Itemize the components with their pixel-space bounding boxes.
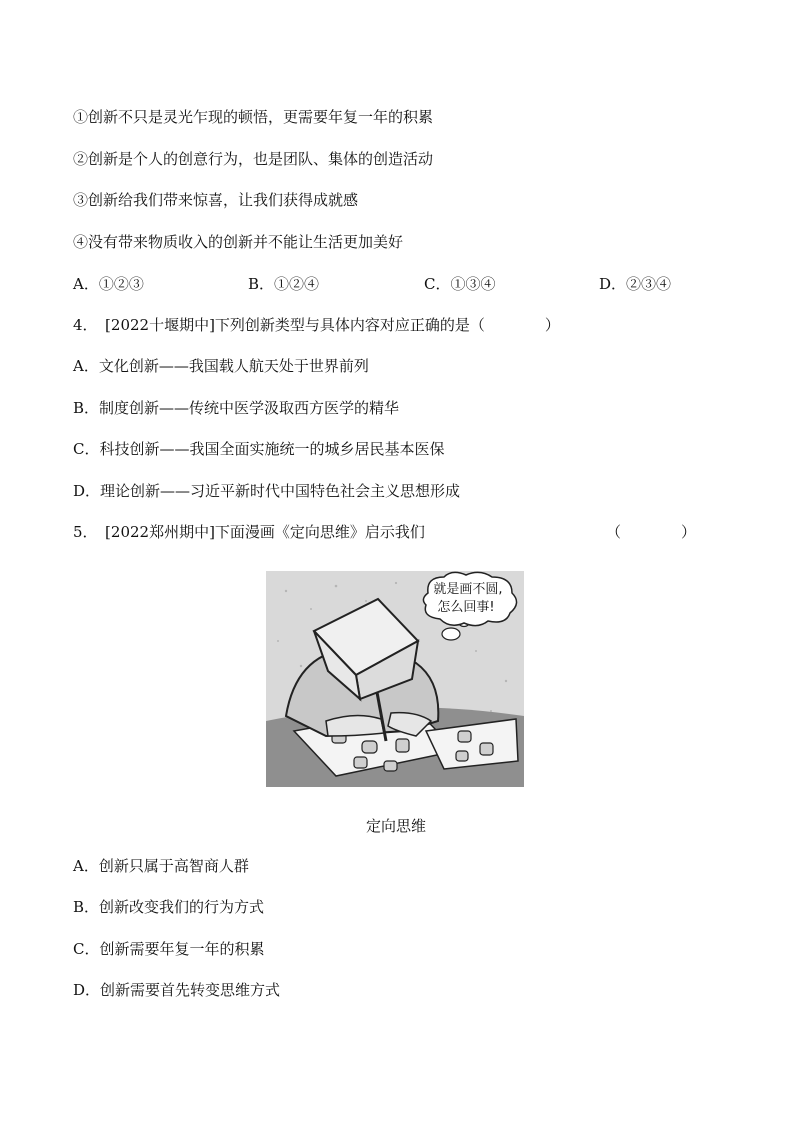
q3-option-b[interactable]: B．①②④	[248, 275, 320, 293]
q3-option-d[interactable]: D．②③④	[599, 275, 672, 293]
q3-option-a[interactable]: A．①②③	[73, 275, 144, 293]
q5-option-a[interactable]: A．创新只属于高智商人群	[73, 857, 249, 875]
q4-option-d[interactable]: D．理论创新——习近平新时代中国特色社会主义思想形成	[73, 482, 461, 500]
statement-1: ①创新不只是灵光乍现的顿悟，更需要年复一年的积累	[73, 108, 434, 126]
q5-question: 5． [2022郑州期中]下面漫画《定向思维》启示我们	[73, 523, 425, 541]
q4-option-c[interactable]: C．科技创新——我国全面实施统一的城乡居民基本医保	[73, 440, 445, 458]
q4-question: 4． [2022十堰期中]下列创新类型与具体内容对应正确的是（ ）	[73, 316, 560, 334]
statement-3: ③创新给我们带来惊喜，让我们获得成就感	[73, 191, 359, 209]
figure-caption: 定向思维	[366, 817, 427, 835]
bubble-text-line1: 就是画不圆,	[433, 582, 503, 597]
cartoon-image	[266, 571, 524, 787]
q5-option-b[interactable]: B．创新改变我们的行为方式	[73, 898, 265, 916]
q3-option-c[interactable]: C．①③④	[424, 275, 496, 293]
statement-2: ②创新是个人的创意行为，也是团队、集体的创造活动	[73, 150, 434, 168]
q4-option-a[interactable]: A．文化创新——我国载人航天处于世界前列	[73, 357, 369, 375]
cartoon-drawing	[266, 571, 524, 787]
bubble-text-line2: 怎么回事!	[437, 600, 495, 615]
q5-answer-blank: （ ）	[606, 523, 697, 541]
q5-option-d[interactable]: D．创新需要首先转变思维方式	[73, 981, 281, 999]
statement-4: ④没有带来物质收入的创新并不能让生活更加美好	[73, 233, 404, 251]
q5-option-c[interactable]: C．创新需要年复一年的积累	[73, 940, 265, 958]
q4-option-b[interactable]: B．制度创新——传统中医学汲取西方医学的精华	[73, 399, 400, 417]
